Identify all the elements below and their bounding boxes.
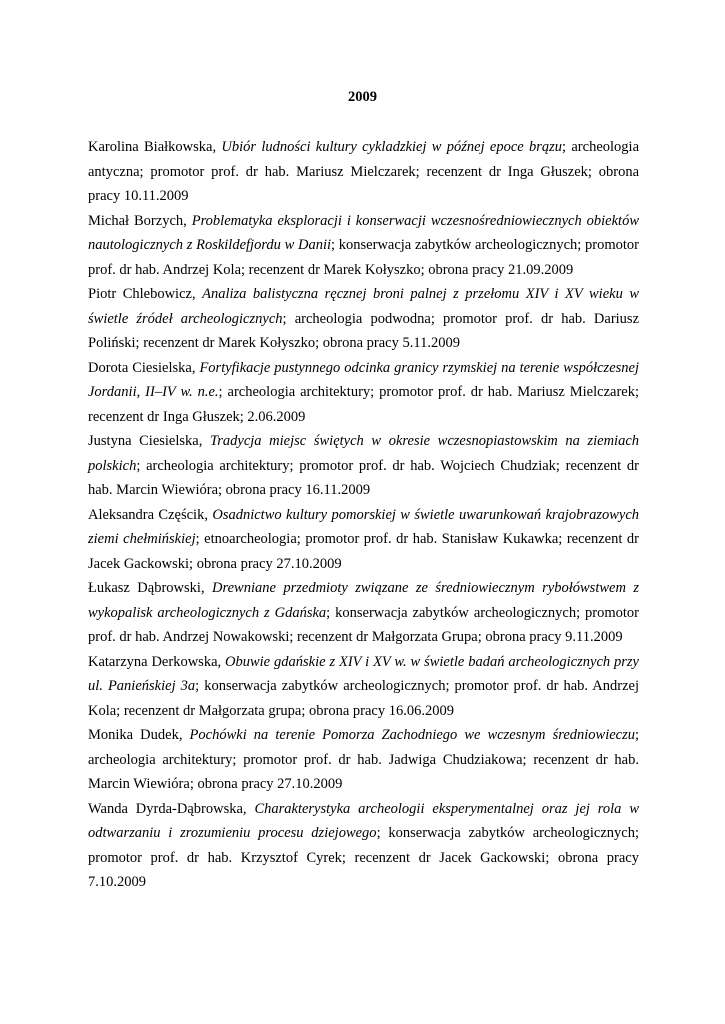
entry-title: Ubiór ludności kultury cykladzkiej w późnej epoce brązu	[221, 139, 563, 155]
thesis-entry: Wanda Dyrda-Dąbrowska, Charakterystyka archeologii eksperymentalnej oraz jej rola w odtwarzaniu i zrozumieniu procesu dziejowego; konserwacja zabytków archeologicznych; promotor prof. dr hab. Krzysztof Cyrek; recenzent dr Jacek Gackowski; obrona pracy 7.10.2009	[88, 800, 640, 890]
year-heading: 2009	[348, 89, 377, 105]
thesis-entry: Michał Borzych, Problematyka eksploracji i konserwacji wczesnośredniowiecznych obiektów nautologicznych z Roskildefjordu w Danii; konserwacja zabytków archeologicznych; promotor prof. dr hab. Andrzej Kola; recenzent dr Marek Kołyszko; obrona pracy 21.09.2009	[88, 212, 639, 278]
entry-author: Justyna Ciesielska	[88, 433, 199, 449]
entry-title: Tradycja miejsc świętych w okresie wczesnopiastowskim na ziemiach polskich	[88, 433, 640, 474]
thesis-entry: Karolina Białkowska, Ubiór ludności kultury cykladzkiej w późnej epoce brązu; archeologia antyczna; promotor prof. dr hab. Mariusz Mielczarek; recenzent dr Inga Głuszek; obrona pracy 10.11.2009	[88, 139, 640, 204]
entry-title: Charakterystyka archeologii eksperymentalnej oraz jej rola w odtwarzaniu i zrozumieniu procesu dziejowego	[88, 800, 640, 841]
entry-details: archeologia podwodna; promotor prof. dr hab. Dariusz Poliński; recenzent dr Marek Kołyszko; obrona pracy 5.11.2009	[88, 310, 640, 351]
entry-title: Drewniane przedmioty związane ze średniowiecznym rybołówstwem z wykopalisk archeologicznych z Gdańska	[88, 580, 640, 621]
entry-author: Michał Borzych	[88, 212, 184, 229]
entry-author: Wanda Dyrda-Dąbrowska	[88, 800, 243, 817]
thesis-entry: Monika Dudek, Pochówki na terenie Pomorza Zachodniego we wczesnym średniowieczu; archeologia architektury; promotor prof. dr hab. Jadwiga Chudziakowa; recenzent dr hab. Marcin Wiewióra; obrona pracy 27.10.2009	[88, 727, 640, 792]
entry-details: etnoarcheologia; promotor prof. dr hab. Stanisław Kukawka; recenzent dr Jacek Gackowski; obrona pracy 27.10.2009	[88, 531, 639, 572]
entry-title: Osadnictwo kultury pomorskiej w świetle uwarunkowań krajobrazowych ziemi chełmińskiej	[88, 506, 639, 547]
entry-title: Problematyka eksploracji i konserwacji wczesnośredniowiecznych obiektów nautologicznych z Roskildefjordu w Danii	[88, 212, 639, 253]
entry-details: archeologia architektury; promotor prof. dr hab. Jadwiga Chudziakowa; recenzent dr hab. Marcin Wiewióra; obrona pracy 27.10.2009	[88, 751, 639, 792]
entry-details: archeologia architektury; promotor prof. dr hab. Mariusz Mielczarek; recenzent dr Inga Głuszek; 2.06.2009	[88, 384, 639, 425]
entry-author: Katarzyna Derkowska	[88, 653, 218, 670]
thesis-entry: Justyna Ciesielska, Tradycja miejsc świętych w okresie wczesnopiastowskim na ziemiach polskich; archeologia architektury; promotor prof. dr hab. Wojciech Chudziak; recenzent dr hab. Marcin Wiewióra; obrona pracy 16.11.2009	[88, 433, 640, 498]
thesis-entry: Aleksandra Częścik, Osadnictwo kultury pomorskiej w świetle uwarunkowań krajobrazowych ziemi chełmińskiej; etnoarcheologia; promotor prof. dr hab. Stanisław Kukawka; recenzent dr Jacek Gackowski; obrona pracy 27.10.2009	[88, 506, 639, 572]
entry-title: Fortyfikacje pustynnego odcinka granicy rzymskiej na terenie współczesnej Jordanii, II–IV w. n.e.	[88, 359, 639, 400]
entry-author: Karolina Białkowska	[88, 139, 213, 155]
entry-title: Obuwie gdańskie z XIV i XV w. w świetle badań archeologicznych przy ul. Panieńskiej 3a	[88, 653, 639, 694]
entry-details: konserwacja zabytków archeologicznych; promotor prof. dr hab. Andrzej Nowakowski; recenzent dr Małgorzata Grupa; obrona pracy 9.11.2009	[88, 604, 639, 645]
thesis-list	[88, 135, 639, 895]
entry-author: Piotr Chlebowicz	[88, 286, 192, 302]
entry-title: Pochówki na terenie Pomorza Zachodniego we wczesnym średniowieczu	[189, 727, 635, 743]
entry-details: archeologia antyczna; promotor prof. dr hab. Mariusz Mielczarek; recenzent dr Inga Głuszek; obrona pracy 10.11.2009	[88, 139, 640, 204]
entry-details: konserwacja zabytków archeologicznych; promotor prof. dr hab. Andrzej Kola; recenzent dr Marek Kołyszko; obrona pracy 21.09.2009	[88, 237, 639, 278]
thesis-entry: Katarzyna Derkowska, Obuwie gdańskie z XIV i XV w. w świetle badań archeologicznych przy ul. Panieńskiej 3a; konserwacja zabytków archeologicznych; promotor prof. dr hab. Andrzej Kola; recenzent dr Małgorzata grupa; obrona pracy 16.06.2009	[88, 653, 640, 719]
entry-author: Łukasz Dąbrowski	[88, 580, 201, 596]
entry-author: Monika Dudek	[88, 727, 179, 743]
thesis-entry: Piotr Chlebowicz, Analiza balistyczna ręcznej broni palnej z przełomu XIV i XV wieku w świetle źródeł archeologicznych; archeologia podwodna; promotor prof. dr hab. Dariusz Poliński; recenzent dr Marek Kołyszko; obrona pracy 5.11.2009	[88, 286, 640, 351]
entry-details: konserwacja zabytków archeologicznych; promotor prof. dr hab. Krzysztof Cyrek; recenzent dr Jacek Gackowski; obrona pracy 7.10.2009	[88, 825, 639, 890]
entry-author: Dorota Ciesielska	[88, 359, 192, 376]
thesis-entry: Dorota Ciesielska, Fortyfikacje pustynnego odcinka granicy rzymskiej na terenie współczesnej Jordanii, II–IV w. n.e.; archeologia architektury; promotor prof. dr hab. Mariusz Mielczarek; recenzent dr Inga Głuszek; 2.06.2009	[88, 359, 639, 425]
entry-details: archeologia architektury; promotor prof. dr hab. Wojciech Chudziak; recenzent dr hab. Marcin Wiewióra; obrona pracy 16.11.2009	[88, 457, 639, 498]
entry-author: Aleksandra Częścik	[88, 506, 205, 523]
thesis-entry: Łukasz Dąbrowski, Drewniane przedmioty związane ze średniowiecznym rybołówstwem z wykopalisk archeologicznych z Gdańska; konserwacja zabytków archeologicznych; promotor prof. dr hab. Andrzej Nowakowski; recenzent dr Małgorzata Grupa; obrona pracy 9.11.2009	[88, 580, 640, 645]
entry-title: Analiza balistyczna ręcznej broni palnej z przełomu XIV i XV wieku w świetle źródeł archeologicznych	[88, 286, 639, 327]
entry-details: konserwacja zabytków archeologicznych; promotor prof. dr hab. Andrzej Kola; recenzent dr Małgorzata grupa; obrona pracy 16.06.2009	[88, 678, 640, 719]
